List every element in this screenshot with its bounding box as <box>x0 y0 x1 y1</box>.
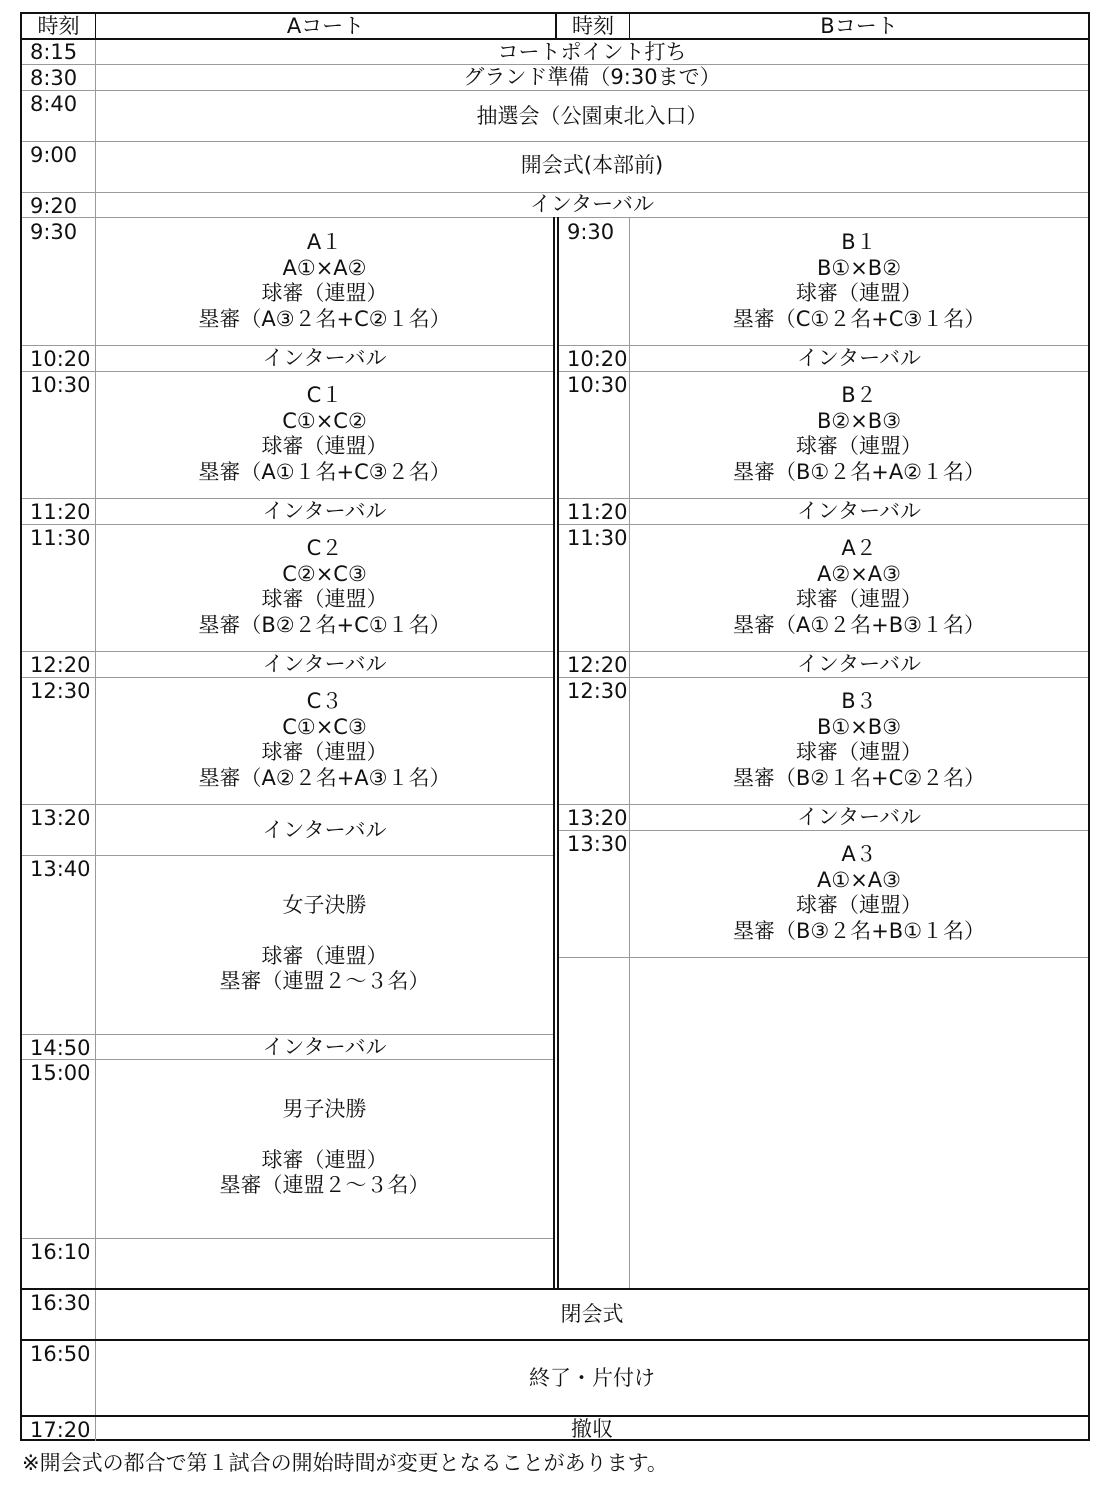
match-pairing: A①×A③ <box>817 867 901 892</box>
time-label: 10:30 <box>567 373 628 397</box>
match-pairing: C①×C② <box>282 408 367 433</box>
b-row-line <box>559 371 1088 372</box>
match-block <box>630 842 1088 944</box>
b-row-line <box>559 524 1088 525</box>
a-row-line <box>22 524 553 525</box>
final-base-umpire: 塁審（連盟２～３名） <box>219 969 430 993</box>
match-block <box>630 230 1088 332</box>
match-pairing: B②×B③ <box>816 408 902 433</box>
interval-label: インターバル <box>262 652 387 676</box>
time-label: 13:30 <box>567 832 628 856</box>
match-pairing: B①×B② <box>816 255 902 280</box>
interval-label: インターバル <box>262 346 387 370</box>
time-label: 12:30 <box>30 679 91 703</box>
time-label: 12:20 <box>30 653 91 677</box>
interval-label: インターバル <box>796 499 922 523</box>
time-label: 10:20 <box>567 347 628 371</box>
match-pairing: B①×B③ <box>816 714 902 739</box>
match-block <box>96 689 553 791</box>
match-umpire: 球審（連盟） <box>796 587 922 611</box>
match-id: C１ <box>306 383 343 407</box>
time-label: 16:10 <box>30 1240 91 1264</box>
match-pairing: A①×A② <box>282 255 367 280</box>
row-line <box>22 141 1088 142</box>
time-label: 9:30 <box>567 220 615 244</box>
match-id: B１ <box>841 230 877 254</box>
time-label: 14:50 <box>30 1036 91 1060</box>
time-label: 16:50 <box>30 1342 91 1366</box>
time-label: 8:30 <box>30 66 78 90</box>
match-base-umpire: 塁審（A①１名+C③２名） <box>198 459 451 484</box>
time-label: 13:20 <box>30 806 91 830</box>
match-base-umpire: 塁審（C①２名+C③１名） <box>732 306 986 331</box>
match-id: B２ <box>841 383 877 407</box>
common-row-label: インターバル <box>529 192 655 216</box>
final-base-umpire: 塁審（連盟２～３名） <box>219 1173 430 1197</box>
time-label: 15:00 <box>30 1061 91 1085</box>
final-title: 男子決勝 <box>282 1097 367 1121</box>
match-id: A３ <box>841 842 877 866</box>
match-umpire: 球審（連盟） <box>261 587 388 611</box>
common-row-label: コートポイント打ち <box>497 40 687 64</box>
match-base-umpire: 塁審（A①２名+B③１名） <box>732 612 986 637</box>
time-label: 11:20 <box>30 500 91 524</box>
match-id: C３ <box>306 689 343 713</box>
match-umpire: 球審（連盟） <box>261 434 388 458</box>
time-label: 13:40 <box>30 857 91 881</box>
schedule-table <box>20 12 1090 1441</box>
a-row-line <box>22 371 553 372</box>
interval-label: インターバル <box>262 499 387 523</box>
header-time-a: 時刻 <box>37 14 80 38</box>
time-label: 10:20 <box>30 347 91 371</box>
time-label: 17:20 <box>30 1418 91 1442</box>
match-pairing: C②×C③ <box>282 561 367 586</box>
match-umpire: 球審（連盟） <box>796 434 922 458</box>
court-divider <box>553 217 555 1289</box>
final-block <box>96 1097 553 1199</box>
match-block <box>96 536 553 638</box>
match-umpire: 球審（連盟） <box>261 281 388 305</box>
row-line <box>22 90 1088 91</box>
time-label: 12:30 <box>567 679 628 703</box>
court-divider <box>557 217 559 1289</box>
interval-label: インターバル <box>796 652 922 676</box>
time-label: 11:30 <box>30 526 91 550</box>
row-line <box>22 217 1088 218</box>
time-label: 9:30 <box>30 220 78 244</box>
b-row-line <box>559 830 1088 831</box>
final-umpire: 球審（連盟） <box>261 943 388 968</box>
header-court-b: Bコート <box>820 14 898 38</box>
final-title: 女子決勝 <box>282 893 367 917</box>
match-base-umpire: 塁審（A③２名+C②１名） <box>198 306 451 331</box>
match-umpire: 球審（連盟） <box>796 281 922 305</box>
a-row-line <box>22 1238 553 1239</box>
time-label: 8:15 <box>30 40 78 64</box>
time-label: 9:20 <box>30 194 78 218</box>
match-id: A２ <box>841 536 877 560</box>
match-umpire: 球審（連盟） <box>796 740 922 764</box>
a-row-line <box>22 855 553 856</box>
interval-label: インターバル <box>262 1035 387 1059</box>
time-label: 12:20 <box>567 653 628 677</box>
closing-divider <box>22 1288 1088 1290</box>
match-umpire: 球審（連盟） <box>261 740 388 764</box>
time-label: 16:30 <box>30 1291 91 1315</box>
time-label: 11:30 <box>567 526 628 550</box>
closing-divider <box>22 1339 1088 1341</box>
common-row-label: 開会式(本部前) <box>520 153 664 177</box>
time-label: 8:40 <box>30 92 78 116</box>
match-id: B３ <box>841 689 877 713</box>
match-base-umpire: 塁審（B①２名+A②１名） <box>732 459 986 484</box>
header-court-a: Aコート <box>286 14 365 38</box>
match-block <box>96 383 553 485</box>
time-label: 10:30 <box>30 373 91 397</box>
match-block <box>630 383 1088 485</box>
time-label: 11:20 <box>567 500 628 524</box>
closing-label: 終了・片付け <box>529 1366 655 1390</box>
match-id: A１ <box>306 230 343 254</box>
footnote: ※開会式の都合で第１試合の開始時間が変更となることがあります。 <box>22 1451 668 1475</box>
a-row-line <box>22 677 553 678</box>
common-row-label: 抽選会（公園東北入口） <box>476 104 708 128</box>
match-pairing: C①×C③ <box>282 714 367 739</box>
final-block <box>96 893 553 995</box>
time-label: 13:20 <box>567 806 628 830</box>
common-row-label: グランド準備（9:30まで） <box>463 65 721 89</box>
match-block <box>630 536 1088 638</box>
interval-label: インターバル <box>796 346 922 370</box>
match-base-umpire: 塁審（B②２名+C①１名） <box>198 612 451 637</box>
match-base-umpire: 塁審（A②２名+A③１名） <box>198 765 451 790</box>
match-base-umpire: 塁審（B②１名+C②２名） <box>732 765 986 790</box>
match-pairing: A②×A③ <box>817 561 901 586</box>
closing-label: 閉会式 <box>560 1302 624 1326</box>
b-row-line <box>559 957 1088 958</box>
match-id: C２ <box>306 536 343 560</box>
b-row-line <box>559 677 1088 678</box>
time-label: 9:00 <box>30 143 78 167</box>
closing-label: 撤収 <box>571 1417 613 1441</box>
a-row-line <box>22 804 553 805</box>
interval-label: インターバル <box>796 805 922 829</box>
match-block <box>96 230 553 332</box>
match-base-umpire: 塁審（B③２名+B①１名） <box>732 918 986 943</box>
header-time-b: 時刻 <box>572 14 614 38</box>
match-block <box>630 689 1088 791</box>
match-umpire: 球審（連盟） <box>796 893 922 917</box>
interval-label: インターバル <box>262 818 387 842</box>
final-umpire: 球審（連盟） <box>261 1147 388 1172</box>
